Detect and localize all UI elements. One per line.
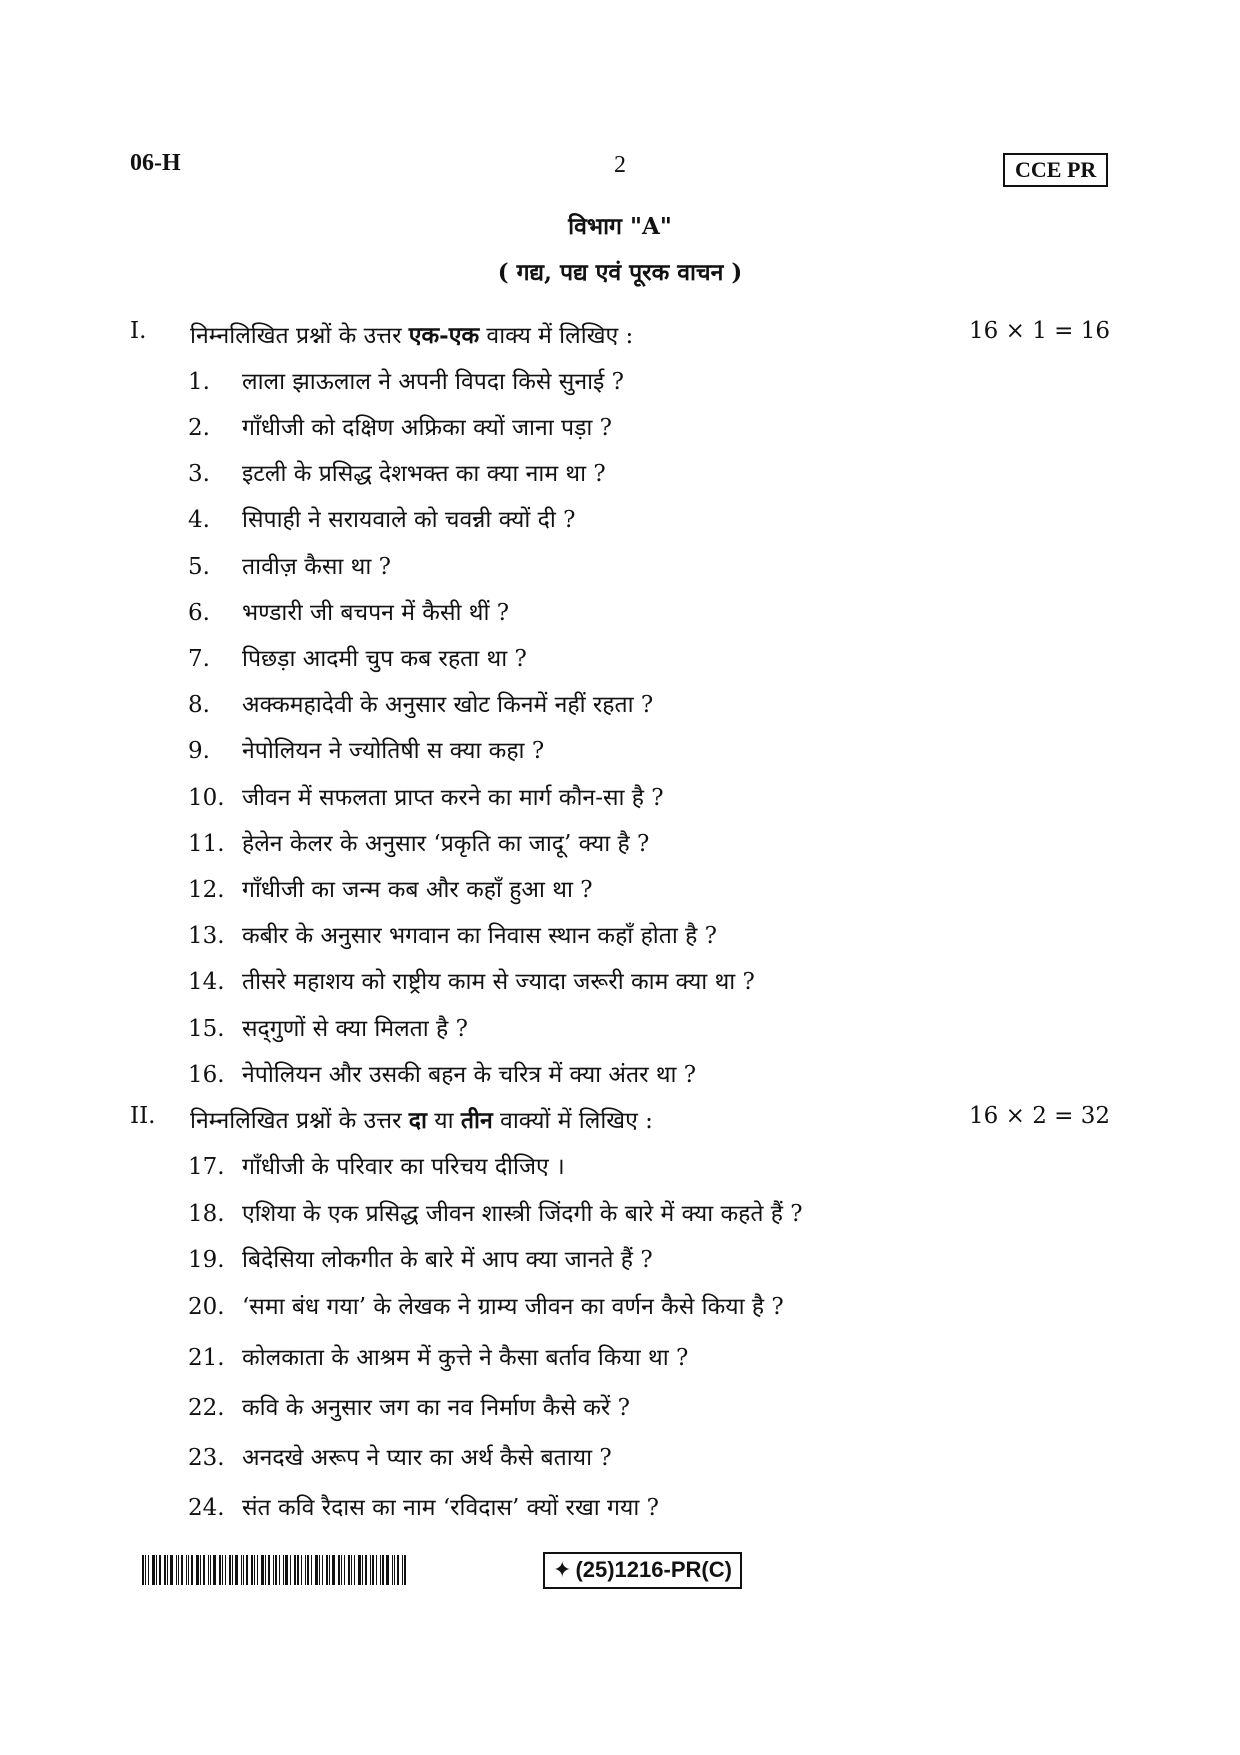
barcode-bar <box>365 1555 367 1585</box>
question: 19. बिदेसिया लोकगीत के बारे में आप क्या जानते हैं ? <box>188 1247 653 1273</box>
barcode-bar <box>380 1555 381 1585</box>
barcode-bar <box>354 1555 355 1585</box>
barcode-bar <box>322 1555 323 1585</box>
barcode-bar <box>145 1555 146 1585</box>
barcode-bar <box>294 1555 296 1585</box>
question: 2. गाँधीजी को दक्षिण अफ्रिका क्यों जाना पड़ा ? <box>188 415 613 441</box>
barcode-bar <box>329 1555 330 1585</box>
barcode-bar <box>170 1555 173 1585</box>
barcode-bar <box>167 1555 168 1585</box>
barcode-bar <box>196 1555 199 1585</box>
barcode-bar <box>392 1555 393 1585</box>
barcode-bar <box>290 1555 291 1585</box>
question: 23. अनदखे अरूप ने प्यार का अर्थ कैसे बताया ? <box>188 1445 612 1471</box>
barcode-bar <box>273 1555 274 1585</box>
barcode-bar <box>181 1555 183 1585</box>
question: 22. कवि के अनुसार जग का नव निर्माण कैसे करें ? <box>188 1395 630 1421</box>
question: 15. सद्‌गुणों से क्या मिलता है ? <box>188 1016 468 1042</box>
question: 1. लाला झाऊलाल ने अपनी विपदा किसे सुनाई ? <box>188 369 624 395</box>
barcode-bar <box>351 1555 352 1585</box>
question: 18. एशिया के एक प्रसिद्ध जीवन शास्त्री जिंदगी के बारे में क्या कहते हैं ? <box>188 1201 803 1227</box>
barcode-bar <box>362 1555 363 1585</box>
barcode-bar <box>344 1555 345 1585</box>
barcode-bar <box>152 1555 155 1585</box>
part-two-roman: II. <box>130 1103 156 1129</box>
barcode-bar <box>251 1555 253 1585</box>
part-one-roman: I. <box>130 318 147 344</box>
barcode-bar <box>243 1555 244 1585</box>
barcode-bar <box>176 1555 177 1585</box>
barcode-bar <box>203 1555 205 1585</box>
barcode-bar <box>338 1555 340 1585</box>
barcode-bar <box>275 1555 277 1585</box>
barcode-bar <box>208 1555 209 1585</box>
barcode-bar <box>254 1555 255 1585</box>
barcode-bar <box>219 1555 221 1585</box>
barcode-bar <box>241 1555 242 1585</box>
barcode-bar <box>341 1555 342 1585</box>
barcode-bar <box>319 1555 320 1585</box>
barcode-bar <box>164 1555 166 1585</box>
question: 5. तावीज़ कैसा था ? <box>188 554 391 580</box>
barcode-bar <box>188 1555 189 1585</box>
question: 4. सिपाही ने सरायवाले को चवन्नी क्यों दी ? <box>188 507 576 533</box>
barcode-bar <box>268 1555 270 1585</box>
barcode-bar <box>397 1555 399 1585</box>
barcode-bar <box>283 1555 284 1585</box>
exam-code-box: CCE PR <box>1003 153 1108 187</box>
barcode-bar <box>225 1555 226 1585</box>
barcode-bar <box>265 1555 266 1585</box>
barcode-bar <box>372 1555 374 1585</box>
question: 8. अक्कमहादेवी के अनुसार खोट किनमें नहीं रहता ? <box>188 692 654 718</box>
barcode-bar <box>279 1555 280 1585</box>
page-number: 2 <box>614 152 626 178</box>
barcode-bar <box>148 1555 149 1585</box>
barcode-bar <box>348 1555 350 1585</box>
barcode-bar <box>297 1555 299 1585</box>
barcode-bar <box>307 1555 309 1585</box>
barcode-bar <box>402 1555 403 1585</box>
barcode <box>142 1555 410 1585</box>
question: 24. संत कवि रैदास का नाम ‘रविदास’ क्यों रखा गया ? <box>188 1495 659 1521</box>
barcode-bar <box>358 1555 361 1585</box>
barcode-bar <box>200 1555 201 1585</box>
four-pointed-star-icon: ✦ <box>553 1558 572 1583</box>
barcode-bar <box>394 1555 395 1585</box>
question: 14. तीसरे महाशय को राष्ट्रीय काम से ज्यादा जरूरी काम क्या था ? <box>188 969 755 995</box>
barcode-bar <box>257 1555 258 1585</box>
question: 10. जीवन में सफलता प्राप्त करने का मार्ग कौन-सा है ? <box>188 785 664 811</box>
barcode-bar <box>370 1555 371 1585</box>
question: 6. भण्डारी जी बचपन में कैसी थीं ? <box>188 600 510 626</box>
barcode-bar <box>261 1555 264 1585</box>
paper-code: 06-H <box>130 150 181 176</box>
question: 12. गाँधीजी का जन्म कब और कहाँ हुआ था ? <box>188 877 593 903</box>
question: 13. कबीर के अनुसार भगवान का निवास स्थान कहाँ होता है ? <box>188 923 717 949</box>
barcode-bar <box>376 1555 377 1585</box>
barcode-bar <box>301 1555 302 1585</box>
question: 11. हेलेन केलर के अनुसार ‘प्रकृति का जादू’ क्या है ? <box>188 831 650 857</box>
question: 16. नेपोलियन और उसकी बहन के चरित्र में क्या अंतर था ? <box>188 1062 697 1088</box>
question: 17. गाँधीजी के परिवार का परिचय दीजिए । <box>188 1154 565 1180</box>
barcode-bar <box>315 1555 318 1585</box>
barcode-bar <box>382 1555 384 1585</box>
part-two-marks: 16 × 2 = 32 <box>969 1103 1110 1129</box>
footer-paper-code: ✦ (25)1216-PR(C) <box>543 1552 742 1589</box>
barcode-bar <box>232 1555 233 1585</box>
barcode-bar <box>156 1555 157 1585</box>
barcode-bar <box>178 1555 179 1585</box>
barcode-bar <box>332 1555 335 1585</box>
part-one-instruction: निम्नलिखित प्रश्नों के उत्तर एक-एक वाक्य में लिखिए : <box>190 322 634 349</box>
barcode-bar <box>213 1555 216 1585</box>
part-two-instruction: निम्नलिखित प्रश्नों के उत्तर दा या तीन वाक्यों में लिखिए : <box>190 1107 653 1134</box>
barcode-bar <box>186 1555 187 1585</box>
barcode-bar <box>210 1555 211 1585</box>
barcode-bar <box>285 1555 288 1585</box>
question: 3. इटली के प्रसिद्ध देशभक्त का क्या नाम था ? <box>188 461 606 487</box>
question: 20. ‘समा बंध गया’ के लेखक ने ग्राम्य जीवन का वर्णन कैसे किया है ? <box>188 1294 784 1320</box>
section-subtitle: ( गद्य, पद्य एवं पूरक वाचन ) <box>497 259 743 286</box>
question: 9. नेपोलियन ने ज्योतिषी स क्या कहा ? <box>188 738 545 764</box>
barcode-bar <box>305 1555 306 1585</box>
barcode-bar <box>229 1555 231 1585</box>
part-one-marks: 16 × 1 = 16 <box>969 318 1110 344</box>
barcode-bar <box>326 1555 328 1585</box>
section-title: विभाग "A" <box>568 213 672 240</box>
question: 21. कोलकाता के आश्रम में कुत्ते ने कैसा बर्ताव किया था ? <box>188 1345 689 1371</box>
question: 7. पिछड़ा आदमी चुप कब रहता था ? <box>188 646 527 672</box>
part-two-heading <box>130 1103 1110 1133</box>
barcode-bar <box>159 1555 161 1585</box>
barcode-bar <box>191 1555 193 1585</box>
part-one-heading <box>130 318 1110 348</box>
barcode-bar <box>142 1555 144 1585</box>
barcode-bar <box>386 1555 389 1585</box>
barcode-bar <box>222 1555 223 1585</box>
barcode-bar <box>246 1555 248 1585</box>
barcode-bar <box>311 1555 312 1585</box>
barcode-bar <box>235 1555 238 1585</box>
barcode-bar <box>404 1555 406 1585</box>
